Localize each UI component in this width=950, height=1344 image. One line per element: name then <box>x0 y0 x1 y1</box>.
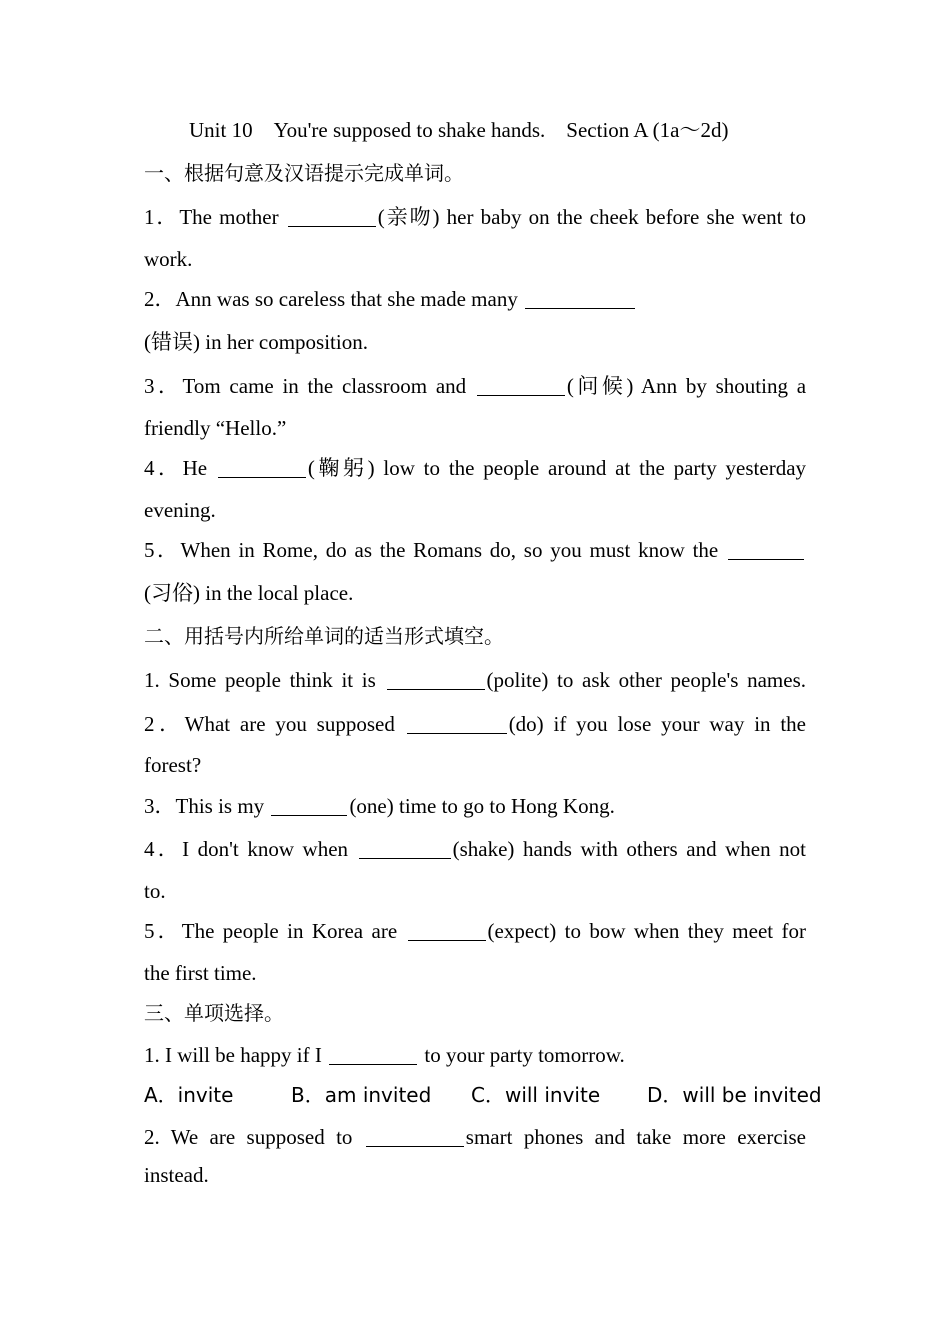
s2-q2-text-b: (do) if you lose your way in the <box>508 712 807 736</box>
s2-q5-blank[interactable] <box>408 920 486 941</box>
s2-q4-line1 <box>144 835 806 863</box>
s2-q4-text-a: 4．I don't know when <box>144 837 349 861</box>
s1-q4-line2: evening. <box>144 498 216 522</box>
s2-q5-line1 <box>144 917 806 945</box>
s3-q1-line1 <box>144 1041 806 1069</box>
s2-q3-line1 <box>144 792 806 820</box>
s1-q3-blank[interactable] <box>477 375 565 396</box>
page-title: Unit 10 You're supposed to shake hands. Section A (1a～2d) <box>189 118 729 142</box>
s3-q1-blank[interactable] <box>329 1044 417 1065</box>
s3-q1-text-b: to your party tomorrow. <box>424 1043 625 1067</box>
s2-q2-text-a: 2．What are you supposed <box>144 712 395 736</box>
s1-q1-line1 <box>144 203 806 231</box>
s2-q2-line1 <box>144 710 806 738</box>
s3-q2-line1 <box>144 1123 806 1151</box>
s1-q4-text-b: (鞠躬) low to the people around at the party yesterday <box>307 456 807 480</box>
s2-q1-text-b: (polite) to ask other people's names. <box>486 668 807 692</box>
s2-q2-blank[interactable] <box>407 713 507 734</box>
s1-q1-text-a: 1．The mother <box>144 205 279 229</box>
s1-q2-line1 <box>144 285 806 313</box>
s3-q1-text-a: 1. I will be happy if I <box>144 1043 322 1067</box>
s1-q1-blank[interactable] <box>288 206 376 227</box>
section1-heading: 一、根据句意及汉语提示完成单词。 <box>144 161 464 185</box>
s2-q3-blank[interactable] <box>271 795 347 816</box>
s1-q4-blank[interactable] <box>218 457 306 478</box>
s1-q5-text-a: 5．When in Rome, do as the Romans do, so you must know the <box>144 538 719 562</box>
s1-q3-text-b: (问候) Ann by shouting a <box>566 374 807 398</box>
s2-q2-line2: forest? <box>144 753 202 777</box>
s1-q1-text-b: (亲吻) her baby on the cheek before she went to <box>377 205 807 229</box>
s2-q4-line2: to. <box>144 879 166 903</box>
s3-q2-text-b: smart phones and take more exercise <box>465 1125 806 1149</box>
section3-heading: 三、单项选择。 <box>144 1001 284 1025</box>
s2-q4-blank[interactable] <box>359 838 451 859</box>
s3-q1-option-a[interactable]: A．invite <box>144 1083 234 1107</box>
s2-q5-line2: the first time. <box>144 961 257 985</box>
s1-q2-blank[interactable] <box>525 288 635 309</box>
s3-q1-option-d[interactable]: D．will be invited <box>647 1083 822 1107</box>
s1-q1-line2: work. <box>144 247 193 271</box>
s1-q3-text-a: 3．Tom came in the classroom and <box>144 374 467 398</box>
s1-q5-line2: (习俗) in the local place. <box>144 581 354 605</box>
s2-q5-text-b: (expect) to bow when they meet for <box>487 919 806 943</box>
s1-q5-line1 <box>144 536 806 564</box>
s2-q1-blank[interactable] <box>387 669 485 690</box>
s1-q4-line1 <box>144 454 806 482</box>
s3-q2-blank[interactable] <box>366 1126 464 1147</box>
s3-q1-option-b[interactable]: B．am invited <box>291 1083 432 1107</box>
s2-q1-text-a: 1. Some people think it is <box>144 668 376 692</box>
s1-q2-text-a: 2．Ann was so careless that she made many <box>144 287 518 311</box>
s2-q4-text-b: (shake) hands with others and when not <box>452 837 807 861</box>
s2-q3-text-a: 3．This is my <box>144 794 265 818</box>
s1-q2-line2: (错误) in her composition. <box>144 330 368 354</box>
section2-heading: 二、用括号内所给单词的适当形式填空。 <box>144 624 504 648</box>
s2-q5-text-a: 5．The people in Korea are <box>144 919 398 943</box>
s1-q3-line1 <box>144 372 806 400</box>
s3-q1-option-c[interactable]: C．will invite <box>471 1083 601 1107</box>
s3-q2-text-a: 2. We are supposed to <box>144 1125 353 1149</box>
s1-q5-blank[interactable] <box>728 539 804 560</box>
s2-q3-text-b: (one) time to go to Hong Kong. <box>349 794 615 818</box>
s1-q3-line2: friendly “Hello.” <box>144 416 287 440</box>
s1-q4-text-a: 4．He <box>144 456 208 480</box>
s2-q1-line1 <box>144 666 806 694</box>
s3-q2-line2: instead. <box>144 1163 209 1187</box>
